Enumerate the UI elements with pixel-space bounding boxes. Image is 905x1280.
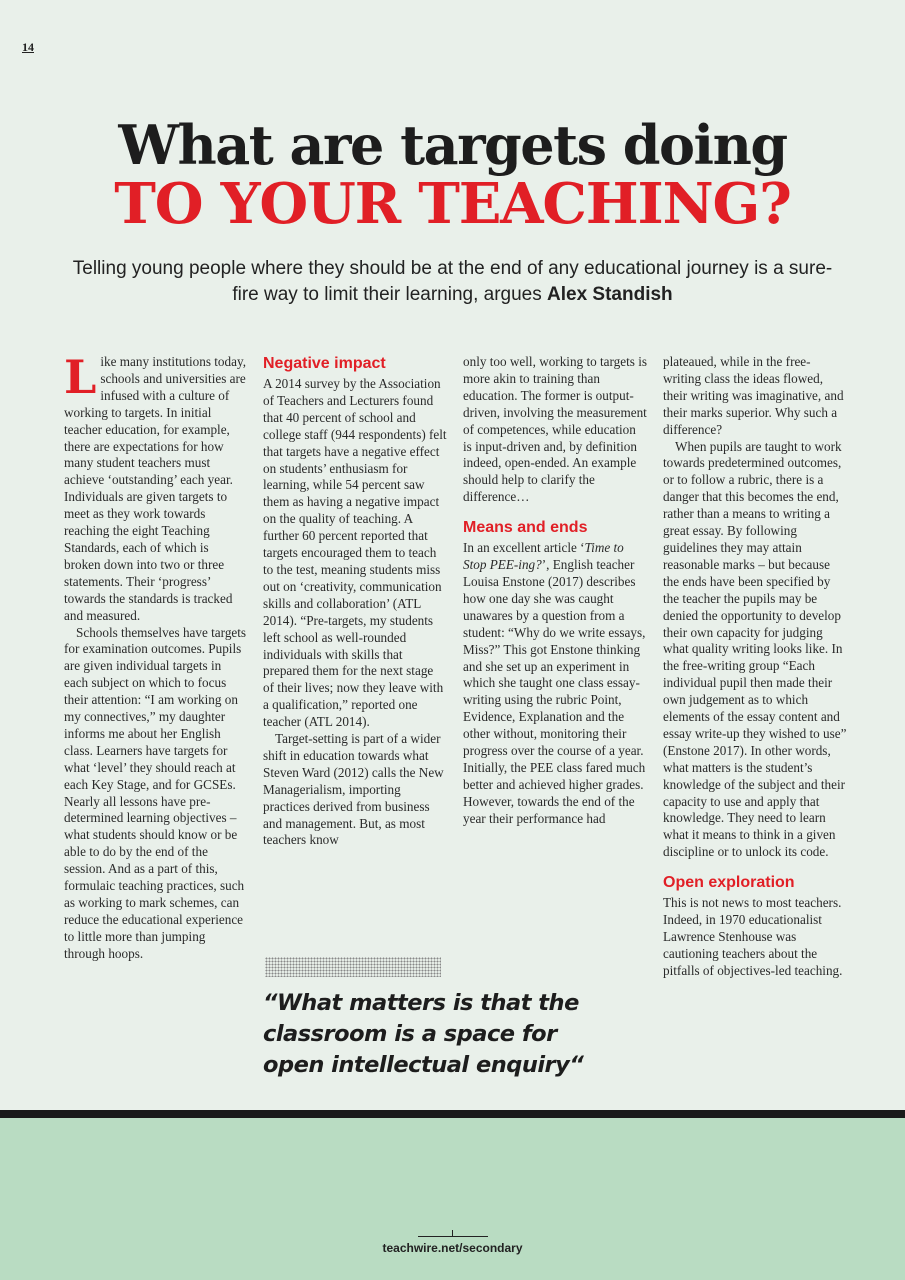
paragraph-text: ike many institutions today, schools and universities are infused with a culture of working to targets. In initial teacher education, for example, there are expectations for how many student teachers must achieve ‘outstanding’ each year. Individuals are given targets to meet as they work towards reaching the eight Teaching Standards, each of which is broken down into two or three statements. Their ‘progress’ towards the standards is tracked and measured. [64,354,247,623]
paragraph: When pupils are taught to work towards predetermined outcomes, or to follow a rubric, there is a danger that this becomes the end, rather than a means to writing a great essay. By following guidelines they may attain reasonable marks – but because the ends have been specified by the teacher the pupils may be denied the opportunity to develop their own capacity for judging what quality writing looks like. In the free-writing group “Each individual pupil then made their own judgement as to which elements of the essay content and essay write-up they wished to use” (Enstone 2017). In other words, what matters is the student’s knowledge of the subject and their capacity to use and apply that knowledge. They need to learn what it means to think in a given discipline or to unlock its code. [663,438,847,860]
headline-line2: TO YOUR TEACHING? [114,171,791,237]
footer-divider [418,1236,488,1237]
paragraph: This is not news to most teachers. Indeed, in 1970 educationalist Lawrence Stenhouse was cautioning teachers about the pitfalls of objectives-led teaching. [663,895,843,978]
paragraph: Target-setting is part of a wider shift in education towards what Steven Ward (2012) calls the New Managerialism, importing practices derived from business and management. But, as most teachers know [263,731,444,848]
paragraph: plateaued, while in the free-writing class the ideas flowed, their writing was imaginative, and their marks superior. Why such a difference? [663,354,844,437]
footer-divider-tick [452,1230,453,1236]
article-title: Time to Stop PEE-ing? [463,540,624,573]
page-number: 14 [22,40,34,54]
section-heading-negative-impact: Negative impact [263,355,386,372]
article-column-4 [663,354,847,980]
standfirst [60,256,845,308]
section-heading-open-exploration: Open exploration [663,874,795,892]
footer-url: teachwire.net/secondary [382,1241,523,1255]
paragraph: only too well, working to targets is more akin to training than education. The former is output-driven, involving the measurement of competences, while education is input-driven and, by definition indeed, open-ended. An example should help to clarify the difference… [463,354,648,505]
standfirst-text: Telling young people where they should be at the end of any educational journey is a sure-fire way to limit their learning, argues [72,258,833,305]
standfirst-author: Alex Standish [547,284,673,305]
article-column-3 [463,354,647,828]
dotted-decoration [265,957,441,977]
drop-cap: L [64,350,97,404]
paragraph: Schools themselves have targets for examination outcomes. Pupils are given individual targets in each subject on which to focus their attention: “I am working on my connectives,” my daughter informs me about her English class. Learners have targets for what ‘level’ they should reach at each Key Stage, and for GCSEs. Nearly all lessons have pre-determined learning objectives – what students should know or be able to do by the end of the session. And as a part of this, formulaic teaching practices, such as working to mark schemes, can reduce the educational experience to little more than jumping through hoops. [64,624,247,961]
paragraph-text: ’, English teacher Louisa Enstone (2017) describes how one day she was caught unawares by a question from a student: “Why do we write essays, Miss?” This got Enstone thinking and she set up an experiment in which she taught one class essay-writing using the rubric Point, Evidence, Explanation and the other without, monitoring their progress over the course of a year. Initially, the PEE class fared much better and achieved higher grades. However, towards the end of the year their performance had [463,557,646,826]
section-heading-means-and-ends: Means and ends [463,519,588,537]
paragraph [64,350,248,625]
divider-rule [0,1110,905,1118]
footer-band [0,1118,905,1280]
article-column-2 [263,354,447,849]
article-column-1 [64,350,248,963]
paragraph-text: In an excellent article ‘ [463,540,585,556]
paragraph [463,540,647,827]
headline-line1: What are targets doing [118,113,787,177]
pull-quote: “What matters is that the classroom is a space for open intellectual enquiry“ [263,990,584,1078]
paragraph: A 2014 survey by the Association of Teachers and Lecturers found that 40 percent of school and college staff (944 respondents) felt that targets have a negative effect on students’ enthusiasm for learning, while 54 percent saw them as having a negative impact on the quality of teaching. A further 60 percent reported that targets encouraged them to teach to the test, meaning students miss out on ‘creativity, communication skills and collaboration’ (ATL 2014). “Pre-targets, my students left school as well-rounded individuals with skills that prepared them for the next stage of their lives; now they leave with a qualification,” reported one teacher (ATL 2014). [263,376,447,730]
